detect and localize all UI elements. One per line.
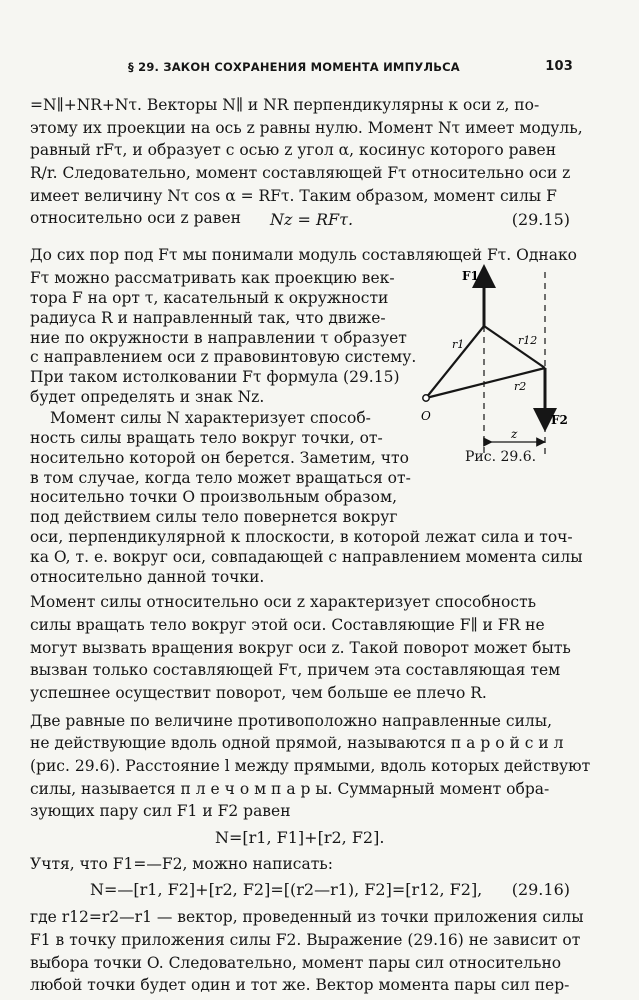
- text-line: этому их проекции на ось z равны нулю. Момент Nτ имеет модуль,: [30, 119, 583, 137]
- text-line: тора F на орт τ, касательный к окружности: [30, 289, 389, 307]
- label-r2: r2: [514, 380, 527, 393]
- equation-formula: N=—[r1, F2]+[r2, F2]=[(r2—r1), F2]=[r12, F2],: [90, 880, 483, 899]
- text-line: силы, называется п л е ч о м п а р ы. Суммарный момент обра-: [30, 780, 550, 798]
- vector-r2: [426, 368, 545, 398]
- text-line: Fτ можно рассматривать как проекцию век-: [30, 269, 395, 287]
- text-line: под действием силы тело повернется вокруг: [30, 508, 398, 526]
- vector-r1: [426, 326, 484, 398]
- vector-r12: [484, 326, 545, 368]
- text-line: могут вызвать вращения вокруг оси z. Такой поворот может быть: [30, 639, 571, 657]
- text-line: оси, перпендикулярной к плоскости, в которой лежат сила и точ-: [30, 528, 573, 546]
- equation-29-15: [30, 207, 570, 233]
- text-line: с направлением оси z правовинтовую систему.: [30, 348, 417, 366]
- text-line: Учтя, что F1=—F2, можно написать:: [30, 855, 333, 873]
- running-header: [0, 58, 639, 78]
- text-line: ка O, т. е. вокруг оси, совпадающей с направлением момента силы: [30, 548, 583, 566]
- origin-point: [423, 395, 429, 401]
- equation-label: (29.15): [511, 210, 570, 229]
- text-line: имеет величину Nτ cos α = RFτ. Таким образом, момент силы F: [30, 187, 557, 205]
- text-line: не действующие вдоль одной прямой, называются п а р о й с и л: [30, 734, 564, 752]
- text-line: силы вращать тело вокруг этой оси. Составляющие F∥ и FR не: [30, 616, 545, 634]
- label-origin: O: [421, 409, 431, 423]
- text-line: в том случае, когда тело может вращаться от-: [30, 469, 411, 487]
- text-line: F1 в точку приложения силы F2. Выражение (29.16) не зависит от: [30, 931, 581, 949]
- text-line: носительно точки O произвольным образом,: [30, 488, 397, 506]
- text-line: равный rFτ, и образует с осью z угол α, косинус которого равен: [30, 141, 557, 159]
- text-line: будет определять и знак Nz.: [30, 388, 265, 406]
- label-distance: z: [511, 427, 518, 441]
- equation-29-16: [30, 877, 570, 903]
- label-r1: r1: [452, 338, 465, 351]
- text-line: ние по окружности в направлении τ образует: [30, 329, 407, 347]
- text-line: успешнее осуществит поворот, чем больше ее плечо R.: [30, 684, 487, 702]
- label-f2: F2: [551, 413, 568, 427]
- text-line: =N∥+NR+Nτ. Векторы N∥ и NR перпендикулярны к оси z, по-: [30, 96, 540, 114]
- text-line: До сих пор под Fτ мы понимали модуль составляющей Fτ. Однако: [30, 246, 577, 264]
- text-line: При таком истолковании Fτ формула (29.15): [30, 368, 400, 386]
- text-line: зующих пару сил F1 и F2 равен: [30, 802, 291, 820]
- equation-label: (29.16): [511, 880, 570, 899]
- equation-formula: N=[r1, F1]+[r2, F2].: [215, 828, 385, 847]
- text-line: носительно которой он берется. Заметим, что: [30, 449, 409, 467]
- page-number: 103: [545, 59, 573, 74]
- text-line: (рис. 29.6). Расстояние l между прямыми, вдоль которых действуют: [30, 757, 591, 775]
- text-line: R/r. Следовательно, момент составляющей Fτ относительно оси z: [30, 164, 571, 182]
- text-line: выбора точки O. Следовательно, момент пары сил относительно: [30, 954, 562, 972]
- figure-caption: Рис. 29.6.: [465, 449, 537, 465]
- text-line: относительно оси z равен: [30, 209, 241, 227]
- equation-formula: Nz = RFτ.: [270, 210, 354, 229]
- text-line: вызван только составляющей Fτ, причем эта составляющая тем: [30, 661, 561, 679]
- text-line: относительно данной точки.: [30, 568, 265, 586]
- section-title: § 29. ЗАКОН СОХРАНЕНИЯ МОМЕНТА ИМПУЛЬСА: [128, 60, 460, 74]
- text-line: Момент силы N характеризует способ-: [50, 409, 371, 427]
- text-line: Момент силы относительно оси z характеризует способность: [30, 593, 537, 611]
- figure-29-6: [418, 262, 578, 460]
- label-f1: F1: [462, 269, 479, 283]
- text-line: ность силы вращать тело вокруг точки, от-: [30, 429, 383, 447]
- label-r12: r12: [518, 334, 538, 347]
- text-line: любой точки будет один и тот же. Вектор момента пары сил пер-: [30, 976, 570, 994]
- text-line: Две равные по величине противоположно направленные силы,: [30, 712, 553, 730]
- text-line: где r12=r2—r1 — вектор, проведенный из точки приложения силы: [30, 908, 584, 926]
- text-line: радиуса R и направленный так, что движе-: [30, 309, 386, 327]
- equation-moment-sum: [30, 825, 570, 851]
